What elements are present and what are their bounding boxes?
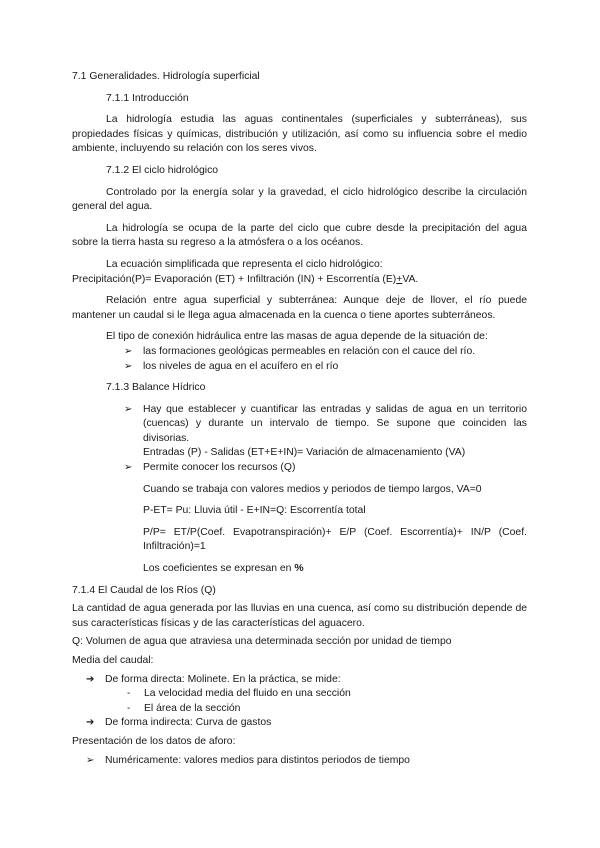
- plus-minus-sign: +: [396, 273, 403, 285]
- bullet-arrow-icon: ➢: [124, 345, 133, 357]
- subsection-title-caudal: 7.1.4 El Caudal de los Ríos (Q): [72, 584, 216, 596]
- arrow-list-medida-indirecta: [72, 716, 527, 731]
- list-item: ➔ De forma directa: Molinete. En la práctica, se mide:: [72, 673, 527, 688]
- bullet-arrow-icon: ➢: [124, 462, 133, 474]
- balance-sub-2: P-ET= Pu: Lluvia útil - E+IN=Q: Escorrentía total: [143, 505, 366, 517]
- section-title: 7.1 Generalidades. Hidrología superficial: [72, 71, 260, 82]
- equation-ciclo: [72, 273, 527, 288]
- list-item: ➢ Hay que establecer y cuantificar las entradas y salidas de agua en un territorio (cuencas) y durante un intervalo de tiempo. Se supone que coinciden las divisorias. Entradas (P) - Salidas (ET+E+IN)= Variación de almacenamiento (VA): [72, 403, 527, 461]
- paragraph-ciclo-2: La hidrología se ocupa de la parte del ciclo que cubre desde la precipitación del agua sobre la tierra hasta su regreso a la atmósfera o a los océanos.: [72, 222, 527, 249]
- right-arrow-icon: ➔: [86, 717, 95, 729]
- equation-va: VA.: [402, 273, 419, 285]
- bullet-list-balance: [72, 403, 527, 476]
- bullet-list-aforo: [72, 754, 527, 769]
- list-item: ➢ Permite conocer los recursos (Q): [72, 461, 527, 476]
- bullet-arrow-icon: ➢: [124, 403, 133, 415]
- dash-icon: -: [127, 688, 131, 700]
- list-item: ➢ las formaciones geológicas permeables en relación con el cauce del río.: [72, 345, 527, 360]
- list-item: ➔ De forma indirecta: Curva de gastos: [72, 716, 527, 731]
- dash-list: [72, 687, 527, 716]
- dash-icon: -: [127, 702, 131, 714]
- paragraph-caudal-1: La cantidad de agua generada por las lluvias en una cuenca, así como su distribución depende de sus características físicas y de las características del aguacero.: [72, 603, 527, 629]
- balance-sub-3: P/P= ET/P(Coef. Evapotranspiración)+ E/P (Coef. Escorrentía)+ IN/P (Coef. Infiltración)=1: [143, 526, 527, 553]
- balance-sub-4: Los coeficientes se expresan en %: [143, 563, 304, 575]
- arrow-list-medida-directa: [72, 673, 527, 688]
- list-item: - El área de la sección: [72, 702, 527, 717]
- list-item: ➢ Numéricamente: valores medios para distintos periodos de tiempo: [72, 754, 527, 769]
- list-item: ➢ los niveles de agua en el acuífero en el río: [72, 360, 527, 375]
- bullet-list-conexion: [72, 345, 527, 374]
- balance-equation: Entradas (P) - Salidas (ET+E+IN)= Variación de almacenamiento (VA): [143, 447, 466, 459]
- paragraph-caudal-3: Media del caudal:: [72, 655, 154, 666]
- paragraph-introduccion: La hidrología estudia las aguas continentales (superficiales y subterráneas), sus propiedades físicas y químicas, distribución y utilización, así como su influencia sobre el medio ambiente, incluyendo su relación con los seres vivos.: [72, 114, 527, 155]
- bullet-arrow-icon: ➢: [124, 360, 133, 372]
- subsection-title-introduccion: 7.1.1 Introducción: [106, 92, 189, 104]
- percent-sign: %: [294, 563, 304, 575]
- bullet-arrow-icon: ➢: [86, 754, 95, 766]
- list-item: - La velocidad media del fluido en una sección: [72, 687, 527, 702]
- document-page: [72, 70, 527, 768]
- paragraph-caudal-2: Q: Volumen de agua que atraviesa una determinada sección por unidad de tiempo: [72, 636, 452, 648]
- balance-sub-1: Cuando se trabaja con valores medios y periodos de tiempo largos, VA=0: [143, 483, 482, 495]
- right-arrow-icon: ➔: [86, 673, 95, 685]
- subsection-title-balance: 7.1.3 Balance Hídrico: [106, 382, 206, 394]
- equation-text: Precipitación(P)= Evaporación (ET) + Infiltración (IN) + Escorrentía (E): [72, 273, 397, 285]
- paragraph-ciclo-4: Relación entre agua superficial y subterránea: Aunque deje de llover, el río puede mantener un caudal si le llega agua almacenada en la cuenca o tiene aportes subterráneos.: [72, 295, 527, 321]
- subsection-title-ciclo: 7.1.2 El ciclo hidrológico: [106, 164, 219, 176]
- paragraph-caudal-4: Presentación de los datos de aforo:: [72, 735, 236, 747]
- paragraph-ciclo-5: El tipo de conexión hidráulica entre las masas de agua depende de la situación de:: [106, 331, 488, 343]
- paragraph-ciclo-3: La ecuación simplificada que representa el ciclo hidrológico:: [106, 258, 383, 270]
- paragraph-ciclo-1: Controlado por la energía solar y la gravedad, el ciclo hidrológico describe la circulación general del agua.: [72, 186, 527, 213]
